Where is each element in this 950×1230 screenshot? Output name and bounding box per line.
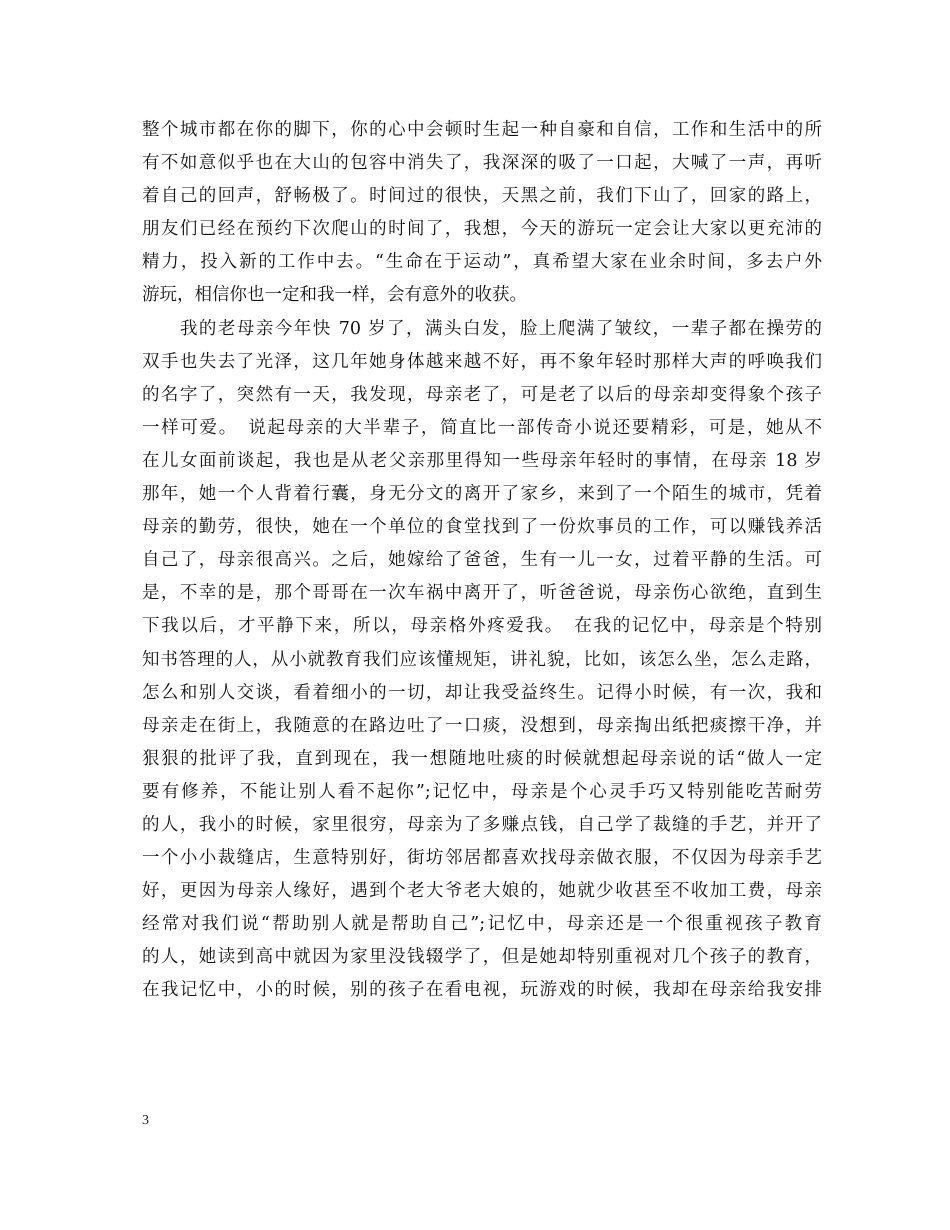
text-line: 我的老母亲今年快 70 岁了，满头白发，脸上爬满了皱纹，一辈子都在操劳的 <box>142 318 822 339</box>
text-line: 下我以后，才平静下来，所以，母亲格外疼爱我。 在我的记忆中，母亲是个特别 <box>142 616 822 637</box>
text-line: 经常对我们说“帮助别人就是帮助自己”;记忆中，母亲还是一个很重视孩子教育 <box>142 914 822 935</box>
text-line: 朋友们已经在预约下次爬山的时间了，我想，今天的游玩一定会让大家以更充沛的 <box>142 219 822 240</box>
text-line: 着自己的回声，舒畅极了。时间过的很快，天黑之前，我们下山了，回家的路上， <box>142 186 822 207</box>
text-line: 的人，她读到高中就因为家里没钱辍学了，但是她却特别重视对几个孩子的教育， <box>142 947 822 968</box>
page-number: 3 <box>142 1113 149 1128</box>
body-text <box>142 114 822 1008</box>
text-line: 要有修养，不能让别人看不起你”;记忆中，母亲是个心灵手巧又特别能吃苦耐劳 <box>142 781 822 802</box>
text-line: 自己了，母亲很高兴。之后，她嫁给了爸爸，生有一儿一女，过着平静的生活。可 <box>142 550 822 571</box>
text-line: 那年，她一个人背着行囊，身无分文的离开了家乡，来到了一个陌生的城市，凭着 <box>142 484 822 505</box>
text-line: 母亲走在街上，我随意的在路边吐了一口痰，没想到，母亲掏出纸把痰擦干净，并 <box>142 715 822 736</box>
text-line: 的人，我小的时候，家里很穷，母亲为了多赚点钱，自己学了裁缝的手艺，并开了 <box>142 814 822 835</box>
paragraph-2 <box>142 313 822 1008</box>
text-line: 是，不幸的是，那个哥哥在一次车祸中离开了，听爸爸说，母亲伤心欲绝，直到生 <box>142 583 822 604</box>
text-line: 知书答理的人，从小就教育我们应该懂规矩，讲礼貌，比如，该怎么坐，怎么走路， <box>142 649 822 670</box>
text-line: 游玩，相信你也一定和我一样，会有意外的收获。 <box>142 285 527 306</box>
text-line: 怎么和别人交谈，看着细小的一切，却让我受益终生。记得小时候，有一次，我和 <box>142 682 822 703</box>
text-line: 整个城市都在你的脚下，你的心中会顿时生起一种自豪和自信，工作和生活中的所 <box>142 120 822 140</box>
text-line: 母亲的勤劳，很快，她在一个单位的食堂找到了一份炊事员的工作，可以赚钱养活 <box>142 517 822 538</box>
text-line: 一样可爱。 说起母亲的大半辈子，简直比一部传奇小说还要精彩，可是，她从不 <box>142 417 822 438</box>
text-line: 一个小小裁缝店，生意特别好，街坊邻居都喜欢找母亲做衣服，不仅因为母亲手艺 <box>142 848 822 869</box>
text-line: 狠狠的批评了我，直到现在，我一想随地吐痰的时候就想起母亲说的话“做人一定 <box>142 748 822 769</box>
text-line: 的名字了，突然有一天，我发现，母亲老了，可是老了以后的母亲却变得象个孩子 <box>142 384 822 405</box>
text-line: 精力，投入新的工作中去。“生命在于运动”，真希望大家在业余时间，多去户外 <box>142 252 822 273</box>
text-line: 在儿女面前谈起，我也是从老父亲那里得知一些母亲年轻时的事情，在母亲 18 岁 <box>142 450 822 471</box>
paragraph-1 <box>142 114 822 313</box>
text-line: 好，更因为母亲人缘好，遇到个老大爷老大娘的，她就少收甚至不收加工费，母亲 <box>142 881 822 902</box>
text-line: 双手也失去了光泽，这几年她身体越来越不好，再不象年轻时那样大声的呼唤我们 <box>142 351 822 372</box>
text-line: 有不如意似乎也在大山的包容中消失了，我深深的吸了一口起，大喊了一声，再听 <box>142 153 822 174</box>
text-line: 在我记忆中，小的时候，别的孩子在看电视，玩游戏的时候，我却在母亲给我安排 <box>142 980 822 1001</box>
